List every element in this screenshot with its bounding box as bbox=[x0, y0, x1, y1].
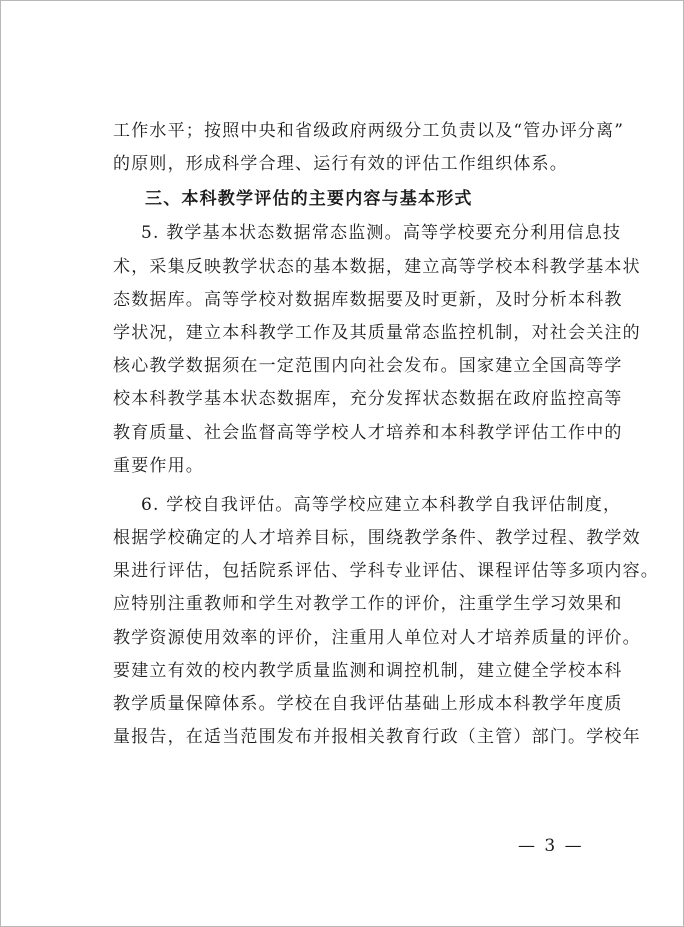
text-line: 要建立有效的校内教学质量监测和调控机制，建立健全学校本科 bbox=[113, 660, 623, 681]
page-number: — 3 — bbox=[518, 836, 584, 856]
text-line: 教学资源使用效率的评价，注重用人单位对人才培养质量的评价。 bbox=[113, 627, 641, 648]
section-heading: 三、本科教学评估的主要内容与基本形式 bbox=[145, 189, 473, 210]
text-line: 教学质量保障体系。学校在自我评估基础上形成本科教学年度质 bbox=[113, 694, 623, 714]
text-line: 的原则，形成科学合理、运行有效的评估工作组织体系。 bbox=[113, 154, 568, 175]
text-line: 核心教学数据须在一定范围内向社会发布。国家建立全国高等学 bbox=[113, 356, 623, 377]
text-line: 学状况，建立本科教学工作及其质量常态监控机制，对社会关注的 bbox=[113, 322, 641, 343]
text-line: 根据学校确定的人才培养目标，围绕教学条件、教学过程、教学效 bbox=[113, 528, 641, 549]
text-line: 5. 教学基本状态数据常态监测。高等学校要充分利用信息技 bbox=[141, 223, 622, 244]
text-line: 教育质量、社会监督高等学校人才培养和本科教学评估工作中的 bbox=[113, 422, 623, 443]
document-body bbox=[113, 115, 659, 754]
text-line: 果进行评估，包括院系评估、学科专业评估、课程评估等多项内容。 bbox=[113, 561, 659, 582]
text-line: 重要作用。 bbox=[113, 455, 204, 476]
text-line: 工作水平；按照中央和省级政府两级分工负责以及“管办评分离” bbox=[113, 121, 625, 141]
text-line: 6. 学校自我评估。高等学校应建立本科教学自我评估制度， bbox=[141, 494, 622, 515]
text-line: 校本科教学基本状态数据库，充分发挥状态数据在政府监控高等 bbox=[113, 389, 623, 410]
text-line: 应特别注重教师和学生对教学工作的评价，注重学生学习效果和 bbox=[113, 594, 623, 615]
text-line: 态数据库。高等学校对数据库数据要及时更新，及时分析本科教 bbox=[113, 289, 623, 310]
text-line: 量报告，在适当范围发布并报相关教育行政（主管）部门。学校年 bbox=[113, 727, 641, 748]
text-line: 术，采集反映教学状态的基本数据，建立高等学校本科教学基本状 bbox=[113, 256, 641, 277]
